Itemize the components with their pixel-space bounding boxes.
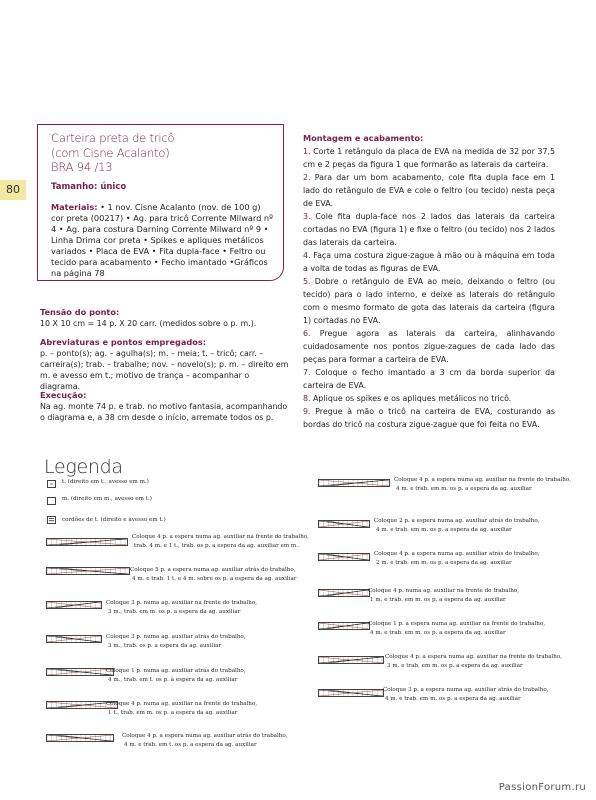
legend-entry-text bbox=[106, 667, 246, 685]
assembly-step bbox=[303, 171, 555, 210]
title-line: (com Cisne Acalanto) bbox=[51, 145, 170, 160]
legend-entry-line: 4 m. e trab. em m. os p. a espera da ag. auxiliar bbox=[385, 696, 521, 702]
garter-symbol bbox=[47, 516, 56, 524]
legend-entry-text bbox=[374, 550, 540, 568]
legend-entry-line: 1 t., trab. em m. os p. a espera da ag. auxiliar bbox=[108, 710, 238, 716]
assembly-step bbox=[303, 145, 555, 171]
cable-stitch-symbol bbox=[46, 668, 114, 676]
step-text: Faça uma costura zigue-zague à mão ou à máquina em toda a volta de todas as figuras de EVA. bbox=[303, 251, 555, 273]
step-text: Para dar um bom acabamento, cole fita dupla face em 1 lado do retângulo de EVA e cole o feltro (ou tecido) nesta peça de EVA. bbox=[303, 173, 555, 208]
assembly-step bbox=[303, 405, 555, 431]
legend-entry-text bbox=[122, 732, 288, 750]
tension-section bbox=[40, 307, 290, 329]
assembly-section bbox=[303, 133, 555, 431]
cable-stitch-symbol bbox=[46, 734, 114, 742]
step-number: 3. bbox=[303, 212, 311, 221]
assembly-heading: Montagem e acabamento: bbox=[303, 133, 424, 143]
legend-entry-line: Coloque 4 p. numa ag. auxiliar na frente do trabalho, bbox=[106, 701, 258, 707]
materials-text bbox=[51, 202, 275, 280]
legend-entry-text bbox=[368, 587, 519, 605]
legend-entry-text bbox=[62, 478, 149, 487]
legend-entry-text bbox=[62, 516, 166, 525]
legend-entry-line: 4 m. e trab. 1 t. e 4 m. sobre os p. a espera da ag. auxiliar bbox=[132, 576, 297, 582]
step-text: Coloque o fecho imantado a 3 cm da borda superior da carteira de EVA. bbox=[303, 368, 555, 390]
abbrev-section bbox=[40, 337, 290, 392]
legend-entry-text bbox=[106, 633, 246, 651]
cable-stitch-symbol bbox=[46, 567, 130, 575]
step-number: 8. bbox=[303, 394, 311, 403]
assembly-step bbox=[303, 210, 555, 249]
legend-entry-line: 3 m., trab. em m. os p. a espera da ag. auxiliar bbox=[108, 609, 241, 615]
step-text: Dobre o retângulo de EVA ao meio, deixando o feltro (ou tecido) para o lado interno, e deixe as laterais do retângulo com o mesmo formato de gota das laterais da carteira (figura 1) cortadas no EVA. bbox=[303, 277, 555, 325]
step-number: 9. bbox=[303, 407, 311, 416]
legend-entry-line: Coloque 1 p. numa ag. auxiliar atrás do trabalho, bbox=[106, 668, 246, 674]
title-line: BRA 94 /13 bbox=[51, 160, 113, 174]
purl-symbol bbox=[47, 480, 56, 488]
cable-stitch-symbol bbox=[46, 635, 102, 643]
page-number: 80 bbox=[0, 180, 26, 200]
step-number: 1. bbox=[303, 147, 311, 156]
legend-entry-line: 4 m., trab. em t. os p. à espera da ag. auxiliar bbox=[108, 677, 238, 683]
legend-entry-line: Coloque 4 p. numa ag. auxiliar na frente do trabalho, bbox=[368, 588, 520, 594]
assembly-step bbox=[303, 275, 555, 327]
legend-entry-text bbox=[374, 517, 540, 535]
legend-entry-line: Coloque 4 p. a espera numa ag. auxiliar na frente do trabalho, bbox=[394, 477, 572, 483]
legend-entry-line: m. (direito em m., avesso em t.) bbox=[62, 496, 152, 502]
step-text: Pregue à mão o tricô na carteira de EVA, costurando as bordas do tricô na costura zigue-zague que foi feita no EVA. bbox=[303, 407, 555, 429]
legend-entry-text bbox=[62, 495, 152, 504]
execution-heading: Execução: bbox=[40, 390, 87, 400]
materials-box bbox=[37, 124, 284, 281]
project-title bbox=[51, 131, 275, 175]
abbrev-text: p. – ponto(s); ag. – agulha(s); m. – meia; t. – tricô; carr. – carreira(s); trab. – trabalhe; nov. – novelo(s); p. m. – direito em m. e avesso em t.; motivo de trança – acompanhar o diagrama. bbox=[40, 349, 289, 391]
legend-entry-line: 4 m. e trab. em m. os p. a espera da ag. auxiliar bbox=[370, 630, 506, 636]
legend-entry-line: Coloque 2 p. a espera numa ag. auxiliar atrás do trabalho, bbox=[374, 518, 540, 524]
legend-entry-line: t. (direito em t., avesso em m.) bbox=[62, 479, 149, 485]
materials-body: • 1 nov. Cisne Acalanto (nov. de 100 g) cor preta (00217) • Ag. para tricô Corrente Milward nº 4 • Ag. para costura Darning Corrente Milward nº 9 • Linha Drima cor preta • Spikes e apliques metálicos variados • Placa de EVA • Fita dupla-face • Feltro ou tecido para acabamento • Fecho imantado •Gráficos na página 78 bbox=[51, 201, 273, 279]
cable-stitch-symbol bbox=[318, 689, 384, 697]
execution-text: Na ag. monte 74 p. e trab. no motivo fantasia, acompanhando o diagrama e, a 38 cm desde o início, arremate todos os p. bbox=[40, 402, 288, 422]
legend-entry-line: Coloque 4 p. a espera numa ag. auxiliar atrás do trabalho, bbox=[374, 551, 540, 557]
legend-entry-line: 3 m. e trab. em m. os p. a espera da ag. auxiliar bbox=[387, 663, 523, 669]
cable-stitch-symbol bbox=[318, 589, 370, 597]
legend-entry-line: 1 m. e trab. em m. os p. a espera da ag. auxiliar bbox=[370, 597, 506, 603]
legend-entry-line: Coloque 5 p. a espera numa ag. auxiliar atrás do trabalho, bbox=[130, 567, 296, 573]
step-number: 4. bbox=[303, 251, 311, 260]
materials-label: Materiais: bbox=[51, 201, 98, 212]
legend-entry-line: Coloque 4 p. a espera numa ag. auxiliar na frente do trabalho, bbox=[132, 534, 310, 540]
step-number: 6. bbox=[303, 329, 311, 338]
legend-entry-line: 2 m. e trab. em m. os p. a espera da ag. auxiliar bbox=[376, 560, 512, 566]
assembly-step bbox=[303, 249, 555, 275]
knit-symbol bbox=[47, 497, 56, 505]
step-number: 2. bbox=[303, 173, 311, 182]
cable-stitch-symbol bbox=[318, 553, 370, 561]
assembly-step bbox=[303, 366, 555, 392]
legend-entry-line: 4 m. e trab. em m. os p. a espera da ag. auxiliar bbox=[396, 486, 532, 492]
legend-entry-line: Coloque 4 p. a espera numa ag. auxiliar na frente do trabalho, bbox=[385, 654, 563, 660]
step-text: Pregue agora as laterais da carteira, alinhavando cuidadosamente nos pontos zigue-zagues de cada lado das peças para formar a carteira de EVA. bbox=[303, 329, 555, 364]
legend-entry-text bbox=[132, 533, 309, 551]
execution-section bbox=[40, 390, 290, 423]
cable-stitch-symbol bbox=[318, 656, 384, 664]
tension-text: 10 X 10 cm = 14 p. X 20 carr. (medidos sobre o p. m.). bbox=[40, 319, 257, 328]
step-text: Aplique os spikes e os apliques metálicos no tricô. bbox=[310, 394, 512, 403]
legend-entry-text bbox=[106, 599, 257, 617]
step-number: 7. bbox=[303, 368, 311, 377]
tension-heading: Tensão do ponto: bbox=[40, 307, 120, 317]
legend-entry-line: Coloque 3 p. numa ag. auxiliar atrás do trabalho, bbox=[106, 634, 246, 640]
assembly-steps bbox=[303, 145, 555, 431]
legend-entry-line: Coloque 4 p. a espera numa ag. auxiliar atrás do trabalho, bbox=[122, 733, 288, 739]
legend-entry-line: Coloque 1 p. a espera numa ag. auxiliar na frente do trabalho, bbox=[368, 621, 546, 627]
assembly-step bbox=[303, 327, 555, 366]
legend-entry-line: trab. 4 m. e 1 t., trab. os p. a espera da ag. auxiliar em m.. bbox=[134, 543, 300, 549]
legend-entry-text bbox=[394, 476, 571, 494]
step-text: Corte 1 retângulo da placa de EVA na medida de 32 por 37,5 cm e 2 peças da figura 1 que formarão as laterais da carteira. bbox=[303, 147, 555, 169]
legend-entry-line: 3 m., trab. os p. a espera da ag. auxiliar bbox=[108, 643, 222, 649]
legend-entry-text bbox=[106, 700, 257, 718]
step-text: Cole fita dupla-face nos 2 lados das laterais da carteira cortadas no EVA (figura 1) e fixe o feltro (ou tecido) nos 2 lados das laterais da carteira. bbox=[303, 212, 555, 247]
cable-stitch-symbol bbox=[318, 622, 370, 630]
legend-entry-line: 4 m. e trab. em m. os p. a espera da ag. auxiliar bbox=[376, 527, 512, 533]
legend-entry-line: Coloque 3 p. numa ag. auxiliar na frente do trabalho, bbox=[106, 600, 258, 606]
legend-entry-text bbox=[385, 653, 562, 671]
cable-stitch-symbol bbox=[318, 479, 390, 487]
size-label: Tamanho: único bbox=[51, 181, 127, 192]
legend-entry-line: cordões de t. (direito e avesso em t.) bbox=[62, 517, 166, 523]
legend-entry-text bbox=[368, 620, 545, 638]
step-number: 5. bbox=[303, 277, 311, 286]
cable-stitch-symbol bbox=[318, 520, 370, 528]
assembly-step bbox=[303, 392, 555, 405]
cable-stitch-symbol bbox=[46, 601, 102, 609]
cable-stitch-symbol bbox=[46, 538, 128, 546]
legend-entry-line: 4 m. e trab. em t. os p. a espera da ag. auxiliar bbox=[124, 742, 257, 748]
legend-entry-line: Coloque 3 p. a espera numa ag. auxiliar atrás do trabalho, bbox=[383, 687, 549, 693]
title-line: Carteira preta de tricô bbox=[51, 131, 175, 145]
watermark: PassionForum.ru bbox=[498, 782, 586, 793]
legend-entry-text bbox=[130, 566, 296, 584]
legend-entry-text bbox=[383, 686, 549, 704]
abbrev-heading: Abreviaturas e pontos empregados: bbox=[40, 337, 207, 347]
legend-title: Legenda bbox=[44, 456, 123, 478]
